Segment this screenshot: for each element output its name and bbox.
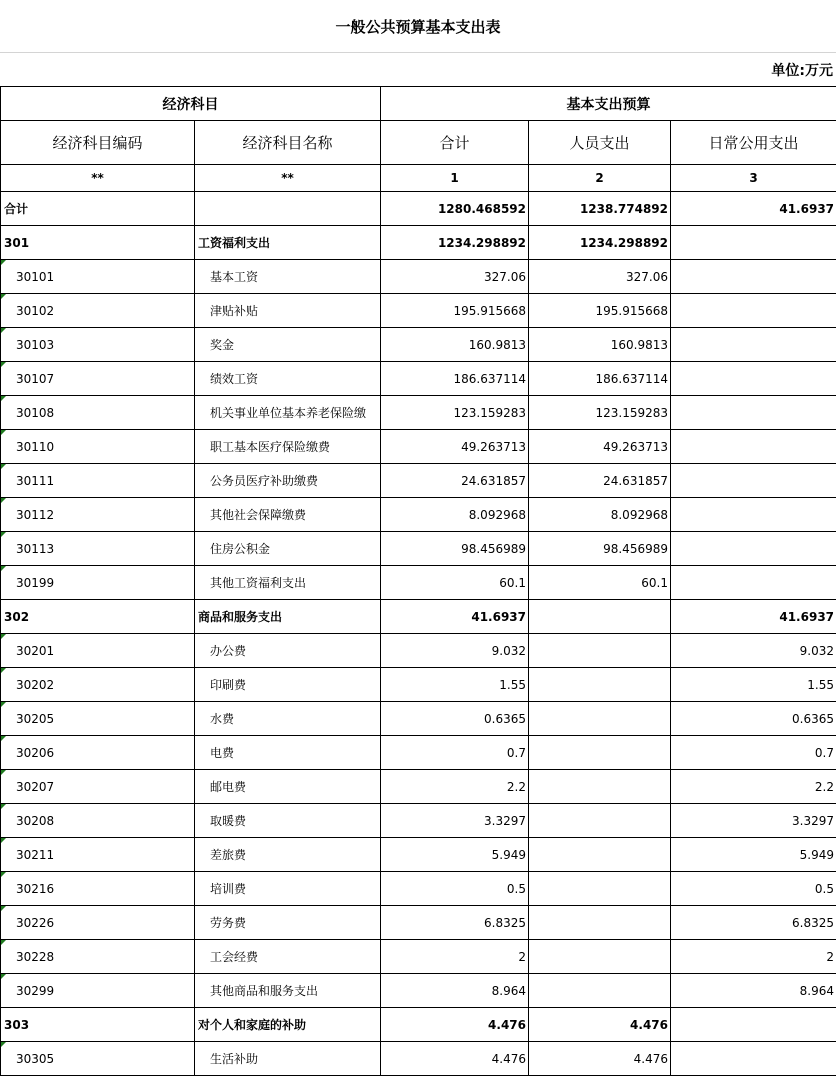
table-row	[1, 464, 836, 498]
cell-code: 30113	[1, 532, 195, 566]
cell-total: 1.55	[381, 668, 529, 702]
cell-public	[671, 294, 836, 328]
cell-personnel	[529, 634, 671, 668]
cell-total: 4.476	[381, 1042, 529, 1076]
cell-name: 邮电费	[195, 770, 381, 804]
table-row	[1, 566, 836, 600]
cell-total: 9.032	[381, 634, 529, 668]
cell-total: 60.1	[381, 566, 529, 600]
header-column-row	[1, 121, 836, 165]
cell-code: 30111	[1, 464, 195, 498]
index-personnel: 2	[529, 165, 671, 192]
cell-public	[671, 260, 836, 294]
cell-name: 商品和服务支出	[195, 600, 381, 634]
cell-total: 41.6937	[381, 600, 529, 634]
cell-code: 30103	[1, 328, 195, 362]
cell-public: 1.55	[671, 668, 836, 702]
cell-code: 302	[1, 600, 195, 634]
table-row	[1, 872, 836, 906]
header-name: 经济科目名称	[195, 121, 381, 165]
cell-code: 30207	[1, 770, 195, 804]
cell-total: 123.159283	[381, 396, 529, 430]
cell-name: 水费	[195, 702, 381, 736]
cell-total: 327.06	[381, 260, 529, 294]
cell-total: 0.7	[381, 736, 529, 770]
cell-personnel: 98.456989	[529, 532, 671, 566]
header-econ-group: 经济科目	[1, 87, 381, 121]
cell-personnel	[529, 804, 671, 838]
cell-total: 8.092968	[381, 498, 529, 532]
cell-public: 9.032	[671, 634, 836, 668]
cell-name: 取暖费	[195, 804, 381, 838]
cell-name: 劳务费	[195, 906, 381, 940]
table-row	[1, 838, 836, 872]
cell-public: 3.3297	[671, 804, 836, 838]
cell-name: 津贴补贴	[195, 294, 381, 328]
cell-personnel: 8.092968	[529, 498, 671, 532]
cell-public: 0.7	[671, 736, 836, 770]
cell-name: 工会经费	[195, 940, 381, 974]
cell-name: 其他社会保障缴费	[195, 498, 381, 532]
header-budget-group: 基本支出预算	[381, 87, 836, 121]
cell-public	[671, 566, 836, 600]
cell-name: 机关事业单位基本养老保险缴	[195, 396, 381, 430]
cell-code: 30228	[1, 940, 195, 974]
cell-personnel: 123.159283	[529, 396, 671, 430]
cell-code: 30101	[1, 260, 195, 294]
cell-code: 30202	[1, 668, 195, 702]
table-row	[1, 430, 836, 464]
table-row	[1, 328, 836, 362]
cell-total: 3.3297	[381, 804, 529, 838]
cell-code: 合计	[1, 192, 195, 226]
cell-name: 住房公积金	[195, 532, 381, 566]
cell-code: 30216	[1, 872, 195, 906]
index-total: 1	[381, 165, 529, 192]
cell-public: 0.5	[671, 872, 836, 906]
cell-code: 30205	[1, 702, 195, 736]
cell-public	[671, 430, 836, 464]
cell-public: 41.6937	[671, 600, 836, 634]
cell-public: 8.964	[671, 974, 836, 1008]
cell-personnel	[529, 770, 671, 804]
cell-name: 差旅费	[195, 838, 381, 872]
cell-public	[671, 532, 836, 566]
table-row	[1, 974, 836, 1008]
cell-public	[671, 396, 836, 430]
header-public: 日常公用支出	[671, 121, 836, 165]
budget-table	[0, 86, 836, 1076]
cell-code: 30206	[1, 736, 195, 770]
cell-personnel: 49.263713	[529, 430, 671, 464]
table-row	[1, 192, 836, 226]
cell-total: 5.949	[381, 838, 529, 872]
table-row	[1, 940, 836, 974]
cell-total: 160.9813	[381, 328, 529, 362]
table-row	[1, 804, 836, 838]
cell-personnel	[529, 974, 671, 1008]
cell-code: 30226	[1, 906, 195, 940]
cell-total: 0.6365	[381, 702, 529, 736]
table-row	[1, 668, 836, 702]
cell-total: 0.5	[381, 872, 529, 906]
table-row	[1, 1042, 836, 1076]
cell-personnel	[529, 838, 671, 872]
cell-public: 5.949	[671, 838, 836, 872]
table-row	[1, 362, 836, 396]
cell-code: 30110	[1, 430, 195, 464]
index-name: **	[195, 165, 381, 192]
cell-total: 8.964	[381, 974, 529, 1008]
table-row	[1, 1008, 836, 1042]
cell-personnel	[529, 702, 671, 736]
cell-personnel: 195.915668	[529, 294, 671, 328]
header-personnel: 人员支出	[529, 121, 671, 165]
cell-personnel: 60.1	[529, 566, 671, 600]
cell-personnel: 24.631857	[529, 464, 671, 498]
index-code: **	[1, 165, 195, 192]
table-row	[1, 736, 836, 770]
cell-public: 2	[671, 940, 836, 974]
table-row	[1, 226, 836, 260]
cell-personnel: 4.476	[529, 1008, 671, 1042]
cell-code: 30208	[1, 804, 195, 838]
cell-total: 195.915668	[381, 294, 529, 328]
cell-code: 30305	[1, 1042, 195, 1076]
cell-name: 绩效工资	[195, 362, 381, 396]
cell-personnel: 327.06	[529, 260, 671, 294]
cell-public: 6.8325	[671, 906, 836, 940]
cell-personnel	[529, 736, 671, 770]
cell-public	[671, 226, 836, 260]
table-row	[1, 600, 836, 634]
cell-total: 6.8325	[381, 906, 529, 940]
cell-name: 奖金	[195, 328, 381, 362]
table-row	[1, 532, 836, 566]
cell-personnel	[529, 940, 671, 974]
cell-total: 49.263713	[381, 430, 529, 464]
cell-total: 1234.298892	[381, 226, 529, 260]
cell-public: 41.6937	[671, 192, 836, 226]
cell-total: 2	[381, 940, 529, 974]
cell-code: 30108	[1, 396, 195, 430]
cell-public	[671, 362, 836, 396]
header-total: 合计	[381, 121, 529, 165]
table-row	[1, 260, 836, 294]
cell-name: 对个人和家庭的补助	[195, 1008, 381, 1042]
header-index-row	[1, 165, 836, 192]
cell-total: 2.2	[381, 770, 529, 804]
cell-code: 30211	[1, 838, 195, 872]
cell-code: 30299	[1, 974, 195, 1008]
cell-public	[671, 328, 836, 362]
index-public: 3	[671, 165, 836, 192]
cell-name: 其他商品和服务支出	[195, 974, 381, 1008]
cell-total: 98.456989	[381, 532, 529, 566]
cell-public: 2.2	[671, 770, 836, 804]
cell-personnel	[529, 872, 671, 906]
cell-name	[195, 192, 381, 226]
cell-personnel: 160.9813	[529, 328, 671, 362]
cell-code: 30102	[1, 294, 195, 328]
cell-name: 工资福利支出	[195, 226, 381, 260]
table-row	[1, 702, 836, 736]
cell-personnel: 4.476	[529, 1042, 671, 1076]
cell-personnel	[529, 668, 671, 702]
table-row	[1, 634, 836, 668]
cell-personnel	[529, 906, 671, 940]
cell-name: 生活补助	[195, 1042, 381, 1076]
table-row	[1, 294, 836, 328]
cell-code: 303	[1, 1008, 195, 1042]
cell-code: 30201	[1, 634, 195, 668]
cell-personnel: 1234.298892	[529, 226, 671, 260]
cell-name: 公务员医疗补助缴费	[195, 464, 381, 498]
cell-public: 0.6365	[671, 702, 836, 736]
table-row	[1, 498, 836, 532]
cell-code: 30112	[1, 498, 195, 532]
cell-code: 301	[1, 226, 195, 260]
cell-name: 培训费	[195, 872, 381, 906]
cell-total: 24.631857	[381, 464, 529, 498]
table-title: 一般公共预算基本支出表	[0, 0, 836, 53]
cell-public	[671, 464, 836, 498]
cell-name: 其他工资福利支出	[195, 566, 381, 600]
cell-total: 186.637114	[381, 362, 529, 396]
cell-code: 30107	[1, 362, 195, 396]
table-row	[1, 906, 836, 940]
header-code: 经济科目编码	[1, 121, 195, 165]
cell-personnel: 186.637114	[529, 362, 671, 396]
cell-name: 印刷费	[195, 668, 381, 702]
cell-total: 1280.468592	[381, 192, 529, 226]
cell-public	[671, 1042, 836, 1076]
cell-total: 4.476	[381, 1008, 529, 1042]
cell-personnel: 1238.774892	[529, 192, 671, 226]
cell-public	[671, 1008, 836, 1042]
cell-code: 30199	[1, 566, 195, 600]
cell-name: 办公费	[195, 634, 381, 668]
table-row	[1, 396, 836, 430]
cell-public	[671, 498, 836, 532]
cell-personnel	[529, 600, 671, 634]
cell-name: 职工基本医疗保险缴费	[195, 430, 381, 464]
cell-name: 电费	[195, 736, 381, 770]
table-row	[1, 770, 836, 804]
cell-name: 基本工资	[195, 260, 381, 294]
unit-label: 单位:万元	[771, 62, 833, 79]
header-group-row	[1, 87, 836, 121]
